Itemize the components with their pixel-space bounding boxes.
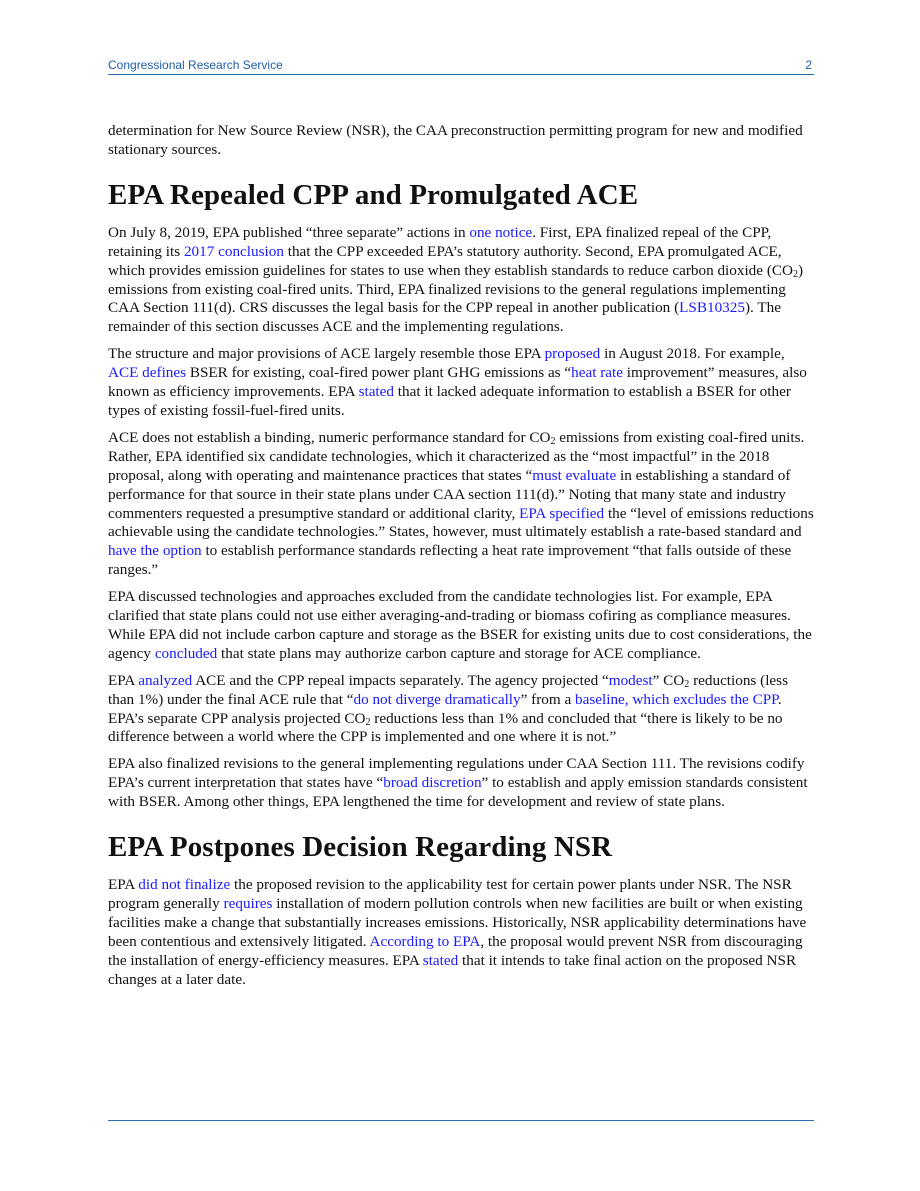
- subscript: 2: [684, 678, 690, 690]
- text: determination for New Source Review (NSR), the CAA preconstruction permitting program for new and modified stationary sources.: [108, 122, 803, 158]
- text: ” from a: [520, 690, 576, 708]
- text: that the CPP exceeded EPA’s statutory authority. Second, EPA promulgated ACE, which provides emission guidelines for states to use when they establish standards to reduce carbon dioxide (CO: [108, 242, 793, 279]
- text: EPA: [108, 671, 139, 689]
- header-org: Congressional Research Service: [108, 58, 283, 72]
- link-stated-nsr[interactable]: stated: [422, 951, 459, 969]
- link-2017-conclusion[interactable]: 2017 conclusion: [183, 242, 284, 260]
- link-lsb10325[interactable]: LSB10325: [679, 299, 745, 317]
- text: EPA: [108, 876, 139, 894]
- link-proposed[interactable]: proposed: [544, 345, 601, 363]
- paragraph-revisions: [108, 755, 816, 812]
- text: ACE does not establish a binding, numeric performance standard for CO: [108, 428, 551, 446]
- paragraph-technologies: [108, 588, 816, 664]
- subscript: 2: [792, 268, 798, 280]
- text: ) emissions from existing coal-fired units. Third, EPA finalized revisions to the general regulations implementing CAA Section 111(d). CRS discusses the legal basis for the CPP repeal in another publication (: [108, 261, 804, 317]
- text: EPA also finalized revisions to the general implementing regulations under CAA Section 111. The revisions codify EPA’s current interpretation that states have “: [108, 755, 805, 792]
- paragraph-impacts: [108, 672, 816, 748]
- link-baseline[interactable]: baseline, which excludes the CPP: [575, 690, 778, 708]
- text: the proposed revision to the applicability test for certain power plants under NSR. The NSR program generally: [108, 876, 792, 912]
- text: that it lacked adequate information to establish a BSER for other types of existing fossil-fuel-fired units.: [108, 383, 791, 419]
- text: ” CO: [652, 671, 685, 689]
- section-heading-ace: EPA Repealed CPP and Promulgated ACE: [108, 178, 639, 211]
- text: the “level of emissions reductions achievable using the candidate technologies.” States, however, must ultimately establish a rate-based standard and: [108, 504, 814, 541]
- text: EPA discussed technologies and approaches excluded from the candidate technologies list. For example, EPA clarified that state plans could not use either averaging-and-trading or biomass cofiring as compliance measures. While EPA did not include carbon capture and storage as the BSER for existing units due to cost considerations, the agency: [108, 588, 812, 662]
- text: installation of modern pollution controls when new facilities are built or when existing facilities make a change that substantially increases emissions. Historically, NSR applicability determinations have been contentious and extensively litigated.: [108, 895, 807, 950]
- text: reductions less than 1% and concluded that “there is likely to be no difference between a world where the CPP is implemented and one where it is not.”: [108, 709, 783, 746]
- text: BSER for existing, coal-fired power plant GHG emissions as “: [186, 364, 572, 382]
- text: ). The remainder of this section discusses ACE and the implementing regulations.: [108, 299, 781, 336]
- link-do-not-diverge[interactable]: do not diverge dramatically: [353, 690, 521, 708]
- paragraph-continuation: [108, 122, 816, 160]
- subscript: 2: [365, 716, 371, 728]
- text: ACE and the CPP repeal impacts separately. The agency projected “: [192, 671, 609, 689]
- text: . EPA’s separate CPP analysis projected CO: [108, 690, 782, 727]
- link-concluded[interactable]: concluded: [154, 644, 218, 662]
- subscript: 2: [550, 435, 556, 447]
- link-did-not-finalize[interactable]: did not finalize: [138, 876, 231, 894]
- paragraph-nsr: [108, 876, 816, 989]
- link-epa-specified[interactable]: EPA specified: [519, 504, 605, 522]
- text: , the proposal would prevent NSR from discouraging the installation of energy-efficiency measures. EPA: [108, 932, 803, 969]
- text: in establishing a standard of performance for that source in their state plans under CAA section 111(d).” Noting that many state and industry commenters requested a presumptive standard or additional clarity,: [108, 466, 791, 522]
- paragraph-actions: [108, 224, 816, 337]
- text: in August 2018. For example,: [600, 345, 785, 363]
- text: reductions (less than 1%) under the final ACE rule that “: [108, 671, 788, 708]
- text: that it intends to take final action on the proposed NSR changes at a later date.: [108, 951, 797, 988]
- text: On July 8, 2019, EPA published “three separate” actions in: [108, 223, 470, 241]
- page-number: 2: [805, 58, 812, 72]
- footer-rule: [108, 1120, 814, 1121]
- link-stated[interactable]: stated: [358, 383, 394, 401]
- link-analyzed[interactable]: analyzed: [138, 671, 193, 689]
- paragraph-standard: [108, 429, 816, 580]
- document-body: [108, 122, 816, 998]
- link-have-the-option[interactable]: have the option: [108, 542, 202, 560]
- text: improvement” measures, also known as efficiency improvements. EPA: [108, 364, 807, 401]
- link-must-evaluate[interactable]: must evaluate: [532, 466, 617, 484]
- text: The structure and major provisions of ACE largely resemble those EPA: [108, 345, 545, 363]
- paragraph-structure: [108, 345, 816, 421]
- running-header: [108, 57, 814, 75]
- link-one-notice[interactable]: one notice: [469, 223, 533, 241]
- link-heat-rate[interactable]: heat rate: [571, 364, 623, 382]
- text: . First, EPA finalized repeal of the CPP, retaining its: [108, 223, 772, 260]
- link-according-to-epa[interactable]: According to EPA: [369, 932, 481, 950]
- text: emissions from existing coal-fired units. Rather, EPA identified six candidate technologies, which it characterized as the “most impactful” in the 2018 proposal, along with operating and maintenance practices that states “: [108, 428, 805, 484]
- link-requires[interactable]: requires: [223, 895, 273, 912]
- text: to establish performance standards reflecting a heat rate improvement “that falls outside of these ranges.”: [108, 542, 792, 579]
- text: that state plans may authorize carbon capture and storage for ACE compliance.: [217, 644, 701, 662]
- link-ace-defines[interactable]: ACE defines: [108, 364, 187, 382]
- section-heading-nsr: EPA Postpones Decision Regarding NSR: [108, 831, 613, 864]
- link-broad-discretion[interactable]: broad discretion: [383, 774, 482, 792]
- text: ” to establish and apply emission standards consistent with BSER. Among other things, EPA lengthened the time for development and review of state plans.: [108, 774, 808, 811]
- link-modest[interactable]: modest: [608, 671, 653, 689]
